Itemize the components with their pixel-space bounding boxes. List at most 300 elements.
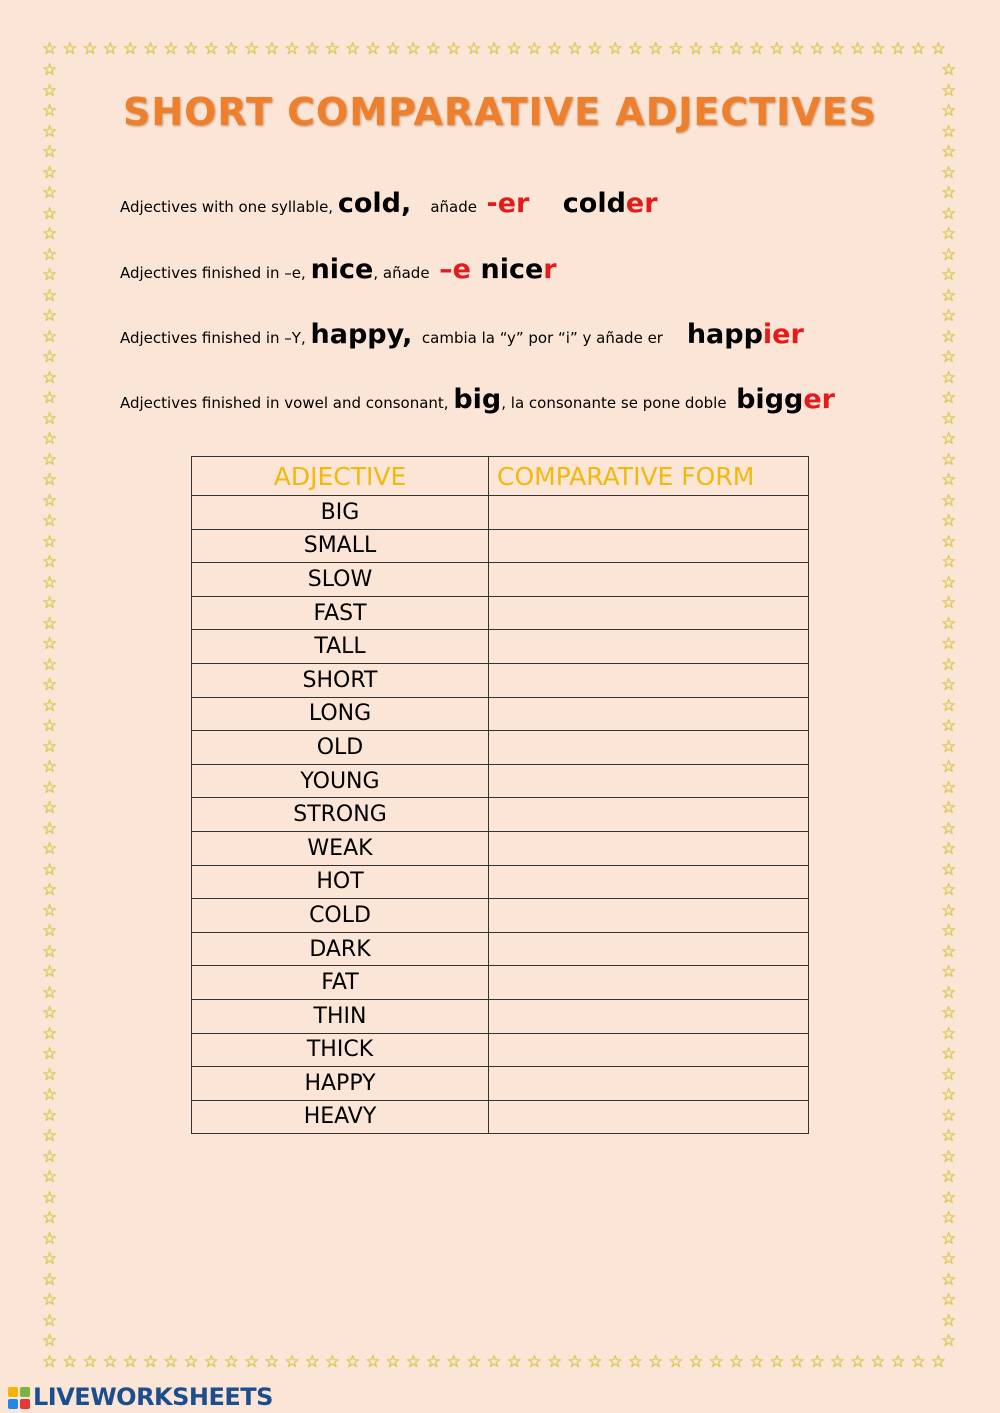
rule-result-ending: er [803, 384, 835, 415]
star-icon: ☆ [425, 1352, 442, 1372]
star-icon: ☆ [42, 1310, 58, 1331]
star-icon: ☆ [304, 39, 320, 59]
star-icon: ☆ [42, 121, 58, 142]
adjective-cell: HOT [192, 865, 489, 899]
rule-result-ending: r [543, 254, 557, 285]
logo-text: LIVEWORKSHEETS [33, 1383, 273, 1411]
adjective-cell: FAST [192, 596, 489, 630]
star-icon: ☆ [446, 39, 462, 59]
star-icon: ☆ [728, 1352, 745, 1372]
star-icon: ☆ [42, 1290, 58, 1310]
star-icon: ☆ [506, 39, 522, 59]
comparative-answer-field[interactable] [489, 932, 809, 966]
rule-ending-y [120, 319, 804, 350]
star-icon: ☆ [42, 203, 58, 224]
rule-text: Adjectives finished in –e, [120, 264, 311, 282]
star-icon: ☆ [42, 244, 58, 265]
star-icon: ☆ [941, 306, 957, 326]
rule-vowel-consonant [120, 384, 835, 415]
comparative-answer-field[interactable] [489, 731, 809, 765]
star-icon: ☆ [42, 941, 58, 962]
star-icon: ☆ [567, 39, 583, 59]
star-icon: ☆ [930, 1352, 947, 1372]
star-icon: ☆ [42, 777, 58, 798]
star-icon: ☆ [749, 39, 765, 59]
star-icon: ☆ [42, 1003, 58, 1023]
comparative-answer-field[interactable] [489, 697, 809, 731]
rule-result-ending: ier [762, 319, 804, 350]
table-row [192, 529, 809, 563]
star-icon: ☆ [42, 1023, 58, 1044]
rule-result-ending: er [625, 188, 658, 219]
rule-result-base: bigg [736, 384, 804, 415]
star-icon: ☆ [446, 1352, 462, 1372]
star-icon: ☆ [941, 757, 957, 777]
star-icon: ☆ [42, 962, 58, 982]
star-icon: ☆ [42, 326, 58, 347]
star-icon: ☆ [648, 39, 664, 59]
star-icon: ☆ [941, 265, 957, 285]
star-icon: ☆ [42, 736, 58, 757]
star-icon: ☆ [941, 777, 957, 798]
star-icon: ☆ [941, 695, 957, 716]
comparative-answer-field[interactable] [489, 630, 809, 664]
rule-example-word: nice [310, 254, 374, 285]
header-comparative-form: COMPARATIVE FORM [489, 457, 809, 496]
star-icon: ☆ [42, 675, 58, 695]
star-icon: ☆ [941, 203, 957, 224]
rule-instruction: cambia la “y” por “i” y añade er [421, 329, 663, 347]
star-icon: ☆ [42, 1085, 58, 1105]
comparative-answer-field[interactable] [489, 663, 809, 697]
star-icon: ☆ [42, 39, 58, 59]
star-icon: ☆ [42, 183, 58, 203]
rule-suffix: -er [486, 188, 530, 219]
star-icon: ☆ [304, 1352, 320, 1372]
star-icon: ☆ [941, 429, 957, 449]
star-icon: ☆ [941, 80, 957, 101]
star-icon: ☆ [486, 1352, 502, 1372]
star-icon: ☆ [42, 900, 58, 921]
star-icon: ☆ [42, 982, 58, 1003]
star-icon: ☆ [941, 839, 957, 859]
star-icon: ☆ [42, 1249, 58, 1269]
star-icon: ☆ [941, 1003, 957, 1023]
logo-blocks-icon [8, 1387, 30, 1409]
star-icon: ☆ [668, 39, 684, 59]
star-icon: ☆ [829, 39, 846, 59]
star-icon: ☆ [42, 1187, 58, 1208]
star-icon: ☆ [42, 1331, 58, 1351]
star-icon: ☆ [42, 798, 58, 818]
star-icon: ☆ [42, 572, 58, 593]
star-icon: ☆ [789, 1352, 805, 1372]
star-icon: ☆ [941, 1023, 957, 1044]
comparative-answer-field[interactable] [489, 1067, 809, 1101]
star-icon: ☆ [688, 39, 704, 59]
rule-instruction: , la consonante se pone doble [501, 394, 727, 412]
star-icon: ☆ [506, 1352, 522, 1372]
star-icon: ☆ [203, 1352, 219, 1372]
table-row [192, 932, 809, 966]
star-icon: ☆ [42, 367, 58, 388]
adjective-cell: DARK [192, 932, 489, 966]
star-icon: ☆ [324, 1352, 341, 1372]
star-icon: ☆ [223, 1352, 240, 1372]
adjective-cell: SLOW [192, 563, 489, 597]
star-icon: ☆ [941, 1146, 957, 1167]
star-icon: ☆ [82, 1352, 98, 1372]
star-icon: ☆ [648, 1352, 664, 1372]
star-icon: ☆ [42, 470, 58, 490]
table-row [192, 663, 809, 697]
comparative-answer-field[interactable] [489, 966, 809, 1000]
star-icon: ☆ [941, 490, 957, 511]
star-icon: ☆ [122, 1352, 139, 1372]
star-icon: ☆ [941, 900, 957, 921]
table-row [192, 831, 809, 865]
star-icon: ☆ [42, 921, 58, 941]
star-icon: ☆ [102, 39, 118, 59]
star-icon: ☆ [941, 572, 957, 593]
comparative-answer-field[interactable] [489, 1033, 809, 1067]
star-icon: ☆ [264, 1352, 280, 1372]
star-icon: ☆ [203, 39, 219, 59]
star-icon: ☆ [42, 449, 58, 470]
comparative-answer-field[interactable] [489, 529, 809, 563]
adjective-cell: SHORT [192, 663, 489, 697]
star-icon: ☆ [627, 1352, 644, 1372]
star-icon: ☆ [941, 716, 957, 736]
star-icon: ☆ [941, 1331, 957, 1351]
table-row [192, 563, 809, 597]
star-icon: ☆ [183, 39, 199, 59]
adjective-cell: COLD [192, 899, 489, 933]
adjective-cell: WEAK [192, 831, 489, 865]
star-icon: ☆ [941, 818, 957, 839]
star-icon: ☆ [809, 1352, 825, 1372]
star-icon: ☆ [941, 162, 957, 183]
star-icon: ☆ [941, 1044, 957, 1064]
star-icon: ☆ [244, 39, 260, 59]
star-icon: ☆ [405, 39, 421, 59]
star-icon: ☆ [42, 1105, 58, 1126]
star-icon: ☆ [102, 1352, 118, 1372]
rule-example-word: happy, [310, 319, 413, 350]
rule-instruction: añade [430, 198, 477, 216]
liveworksheets-logo [8, 1383, 273, 1411]
star-icon: ☆ [941, 224, 957, 244]
star-icon: ☆ [223, 39, 240, 59]
rule-text: Adjectives with one syllable, [120, 198, 338, 216]
star-icon: ☆ [941, 921, 957, 941]
star-icon: ☆ [365, 1352, 381, 1372]
star-icon: ☆ [941, 511, 957, 531]
star-icon: ☆ [42, 408, 58, 429]
rule-ending-e [120, 254, 557, 285]
star-icon: ☆ [143, 39, 159, 59]
adjectives-table [191, 456, 809, 1134]
star-icon: ☆ [829, 1352, 846, 1372]
table-header-row [192, 457, 809, 496]
star-icon: ☆ [163, 39, 179, 59]
star-icon: ☆ [42, 162, 58, 183]
star-icon: ☆ [607, 1352, 623, 1372]
star-icon: ☆ [941, 962, 957, 982]
star-icon: ☆ [42, 347, 58, 367]
star-icon: ☆ [42, 716, 58, 736]
rule-suffix: –e [439, 254, 471, 285]
star-icon: ☆ [941, 326, 957, 347]
adjective-cell: STRONG [192, 798, 489, 832]
star-icon: ☆ [42, 818, 58, 839]
table-row [192, 1033, 809, 1067]
star-icon: ☆ [42, 1269, 58, 1290]
star-icon: ☆ [385, 1352, 401, 1372]
star-icon: ☆ [941, 449, 957, 470]
page-title: SHORT COMPARATIVE ADJECTIVES [122, 90, 878, 134]
star-icon: ☆ [526, 39, 543, 59]
star-icon: ☆ [870, 39, 886, 59]
star-icon: ☆ [850, 39, 866, 59]
star-icon: ☆ [708, 39, 724, 59]
star-icon: ☆ [941, 285, 957, 306]
star-icon: ☆ [627, 39, 644, 59]
table-row [192, 596, 809, 630]
star-icon: ☆ [941, 1208, 957, 1228]
table-row [192, 630, 809, 664]
star-icon: ☆ [910, 39, 926, 59]
star-icon: ☆ [42, 142, 58, 162]
star-icon: ☆ [910, 1352, 926, 1372]
star-icon: ☆ [42, 388, 58, 408]
table-row [192, 764, 809, 798]
comparative-answer-field[interactable] [489, 831, 809, 865]
table-row [192, 999, 809, 1033]
star-icon: ☆ [183, 1352, 199, 1372]
star-icon: ☆ [62, 39, 78, 59]
adjective-cell: TALL [192, 630, 489, 664]
adjective-cell: FAT [192, 966, 489, 1000]
star-icon: ☆ [42, 80, 58, 101]
star-icon: ☆ [941, 367, 957, 388]
star-icon: ☆ [941, 408, 957, 429]
star-icon: ☆ [42, 265, 58, 285]
star-icon: ☆ [769, 39, 785, 59]
star-icon: ☆ [688, 1352, 704, 1372]
star-icon: ☆ [42, 1167, 58, 1187]
star-icon: ☆ [466, 39, 482, 59]
star-icon: ☆ [486, 39, 502, 59]
star-icon: ☆ [42, 1146, 58, 1167]
star-icon: ☆ [405, 1352, 421, 1372]
table-row [192, 865, 809, 899]
star-icon: ☆ [941, 1126, 957, 1146]
star-icon: ☆ [749, 1352, 765, 1372]
star-icon: ☆ [42, 285, 58, 306]
star-icon: ☆ [850, 1352, 866, 1372]
star-icon: ☆ [941, 1228, 957, 1249]
star-icon: ☆ [607, 39, 623, 59]
star-icon: ☆ [122, 39, 139, 59]
star-icon: ☆ [941, 859, 957, 880]
star-icon: ☆ [42, 757, 58, 777]
star-icon: ☆ [163, 1352, 179, 1372]
star-icon: ☆ [941, 1310, 957, 1331]
rule-example-word: big [453, 384, 502, 415]
star-icon: ☆ [42, 613, 58, 634]
rule-result-base: cold [562, 188, 626, 219]
star-icon: ☆ [941, 347, 957, 367]
star-icon: ☆ [890, 1352, 906, 1372]
star-icon: ☆ [42, 60, 58, 80]
table-row [192, 966, 809, 1000]
star-icon: ☆ [941, 121, 957, 142]
header-adjective: ADJECTIVE [192, 457, 489, 496]
star-icon: ☆ [385, 39, 401, 59]
adjective-cell: BIG [192, 496, 489, 530]
star-icon: ☆ [941, 982, 957, 1003]
star-icon: ☆ [547, 1352, 563, 1372]
star-icon: ☆ [42, 1352, 58, 1372]
star-icon: ☆ [941, 531, 957, 552]
star-icon: ☆ [143, 1352, 159, 1372]
star-icon: ☆ [890, 39, 906, 59]
rule-one-syllable [120, 188, 658, 219]
star-icon: ☆ [264, 39, 280, 59]
star-icon: ☆ [42, 1064, 58, 1085]
adjective-cell: HEAVY [192, 1100, 489, 1134]
star-icon: ☆ [42, 859, 58, 880]
comparative-answer-field[interactable] [489, 798, 809, 832]
adjective-cell: SMALL [192, 529, 489, 563]
star-icon: ☆ [42, 1126, 58, 1146]
star-icon: ☆ [941, 1269, 957, 1290]
star-icon: ☆ [941, 142, 957, 162]
star-icon: ☆ [365, 39, 381, 59]
star-icon: ☆ [42, 880, 58, 900]
star-icon: ☆ [941, 1167, 957, 1187]
star-icon: ☆ [941, 1064, 957, 1085]
adjective-cell: THIN [192, 999, 489, 1033]
star-icon: ☆ [870, 1352, 886, 1372]
star-icon: ☆ [941, 613, 957, 634]
star-icon: ☆ [941, 1290, 957, 1310]
star-icon: ☆ [587, 1352, 603, 1372]
star-icon: ☆ [941, 101, 957, 121]
star-icon: ☆ [42, 101, 58, 121]
star-icon: ☆ [941, 941, 957, 962]
star-icon: ☆ [42, 839, 58, 859]
star-icon: ☆ [42, 224, 58, 244]
star-icon: ☆ [668, 1352, 684, 1372]
star-icon: ☆ [547, 39, 563, 59]
star-icon: ☆ [42, 306, 58, 326]
star-icon: ☆ [42, 1228, 58, 1249]
star-icon: ☆ [82, 39, 98, 59]
rule-result-base: nice [480, 254, 544, 285]
rule-example-word: cold, [337, 188, 412, 219]
star-icon: ☆ [425, 39, 442, 59]
star-icon: ☆ [244, 1352, 260, 1372]
star-icon: ☆ [941, 1085, 957, 1105]
star-icon: ☆ [941, 880, 957, 900]
star-icon: ☆ [941, 675, 957, 695]
star-icon: ☆ [42, 695, 58, 716]
star-icon: ☆ [42, 634, 58, 654]
star-icon: ☆ [728, 39, 745, 59]
comparative-answer-field[interactable] [489, 496, 809, 530]
star-icon: ☆ [42, 654, 58, 675]
adjective-cell: THICK [192, 1033, 489, 1067]
star-icon: ☆ [567, 1352, 583, 1372]
star-icon: ☆ [345, 39, 361, 59]
adjective-cell: HAPPY [192, 1067, 489, 1101]
star-icon: ☆ [941, 1105, 957, 1126]
star-icon: ☆ [42, 531, 58, 552]
star-icon: ☆ [941, 654, 957, 675]
star-icon: ☆ [587, 39, 603, 59]
comparative-answer-field[interactable] [489, 999, 809, 1033]
star-icon: ☆ [941, 183, 957, 203]
star-icon: ☆ [466, 1352, 482, 1372]
star-icon: ☆ [708, 1352, 724, 1372]
star-icon: ☆ [526, 1352, 543, 1372]
star-icon: ☆ [809, 39, 825, 59]
rule-result-base: happ [686, 319, 763, 350]
star-icon: ☆ [941, 244, 957, 265]
star-icon: ☆ [769, 1352, 785, 1372]
comparative-answer-field[interactable] [489, 596, 809, 630]
star-icon: ☆ [324, 39, 341, 59]
table-row [192, 1067, 809, 1101]
table-row [192, 1100, 809, 1134]
star-icon: ☆ [941, 1249, 957, 1269]
star-icon: ☆ [941, 634, 957, 654]
star-icon: ☆ [284, 39, 300, 59]
comparative-answer-field[interactable] [489, 764, 809, 798]
table-row [192, 697, 809, 731]
star-icon: ☆ [789, 39, 805, 59]
star-icon: ☆ [941, 736, 957, 757]
comparative-answer-field[interactable] [489, 1100, 809, 1134]
adjective-cell: YOUNG [192, 764, 489, 798]
star-icon: ☆ [42, 511, 58, 531]
star-icon: ☆ [42, 1044, 58, 1064]
table-row [192, 899, 809, 933]
rule-text: Adjectives finished in vowel and consonant, [120, 394, 454, 412]
star-icon: ☆ [941, 60, 957, 80]
star-icon: ☆ [284, 1352, 300, 1372]
star-icon: ☆ [930, 39, 947, 59]
comparative-answer-field[interactable] [489, 865, 809, 899]
star-icon: ☆ [941, 470, 957, 490]
star-icon: ☆ [42, 429, 58, 449]
star-icon: ☆ [941, 1187, 957, 1208]
table-row [192, 798, 809, 832]
star-icon: ☆ [941, 593, 957, 613]
adjective-cell: LONG [192, 697, 489, 731]
adjective-cell: OLD [192, 731, 489, 765]
star-icon: ☆ [42, 552, 58, 572]
comparative-answer-field[interactable] [489, 563, 809, 597]
rule-instruction: , añade [373, 264, 430, 282]
table-row [192, 496, 809, 530]
star-icon: ☆ [941, 798, 957, 818]
star-icon: ☆ [42, 593, 58, 613]
star-icon: ☆ [42, 1208, 58, 1228]
comparative-answer-field[interactable] [489, 899, 809, 933]
